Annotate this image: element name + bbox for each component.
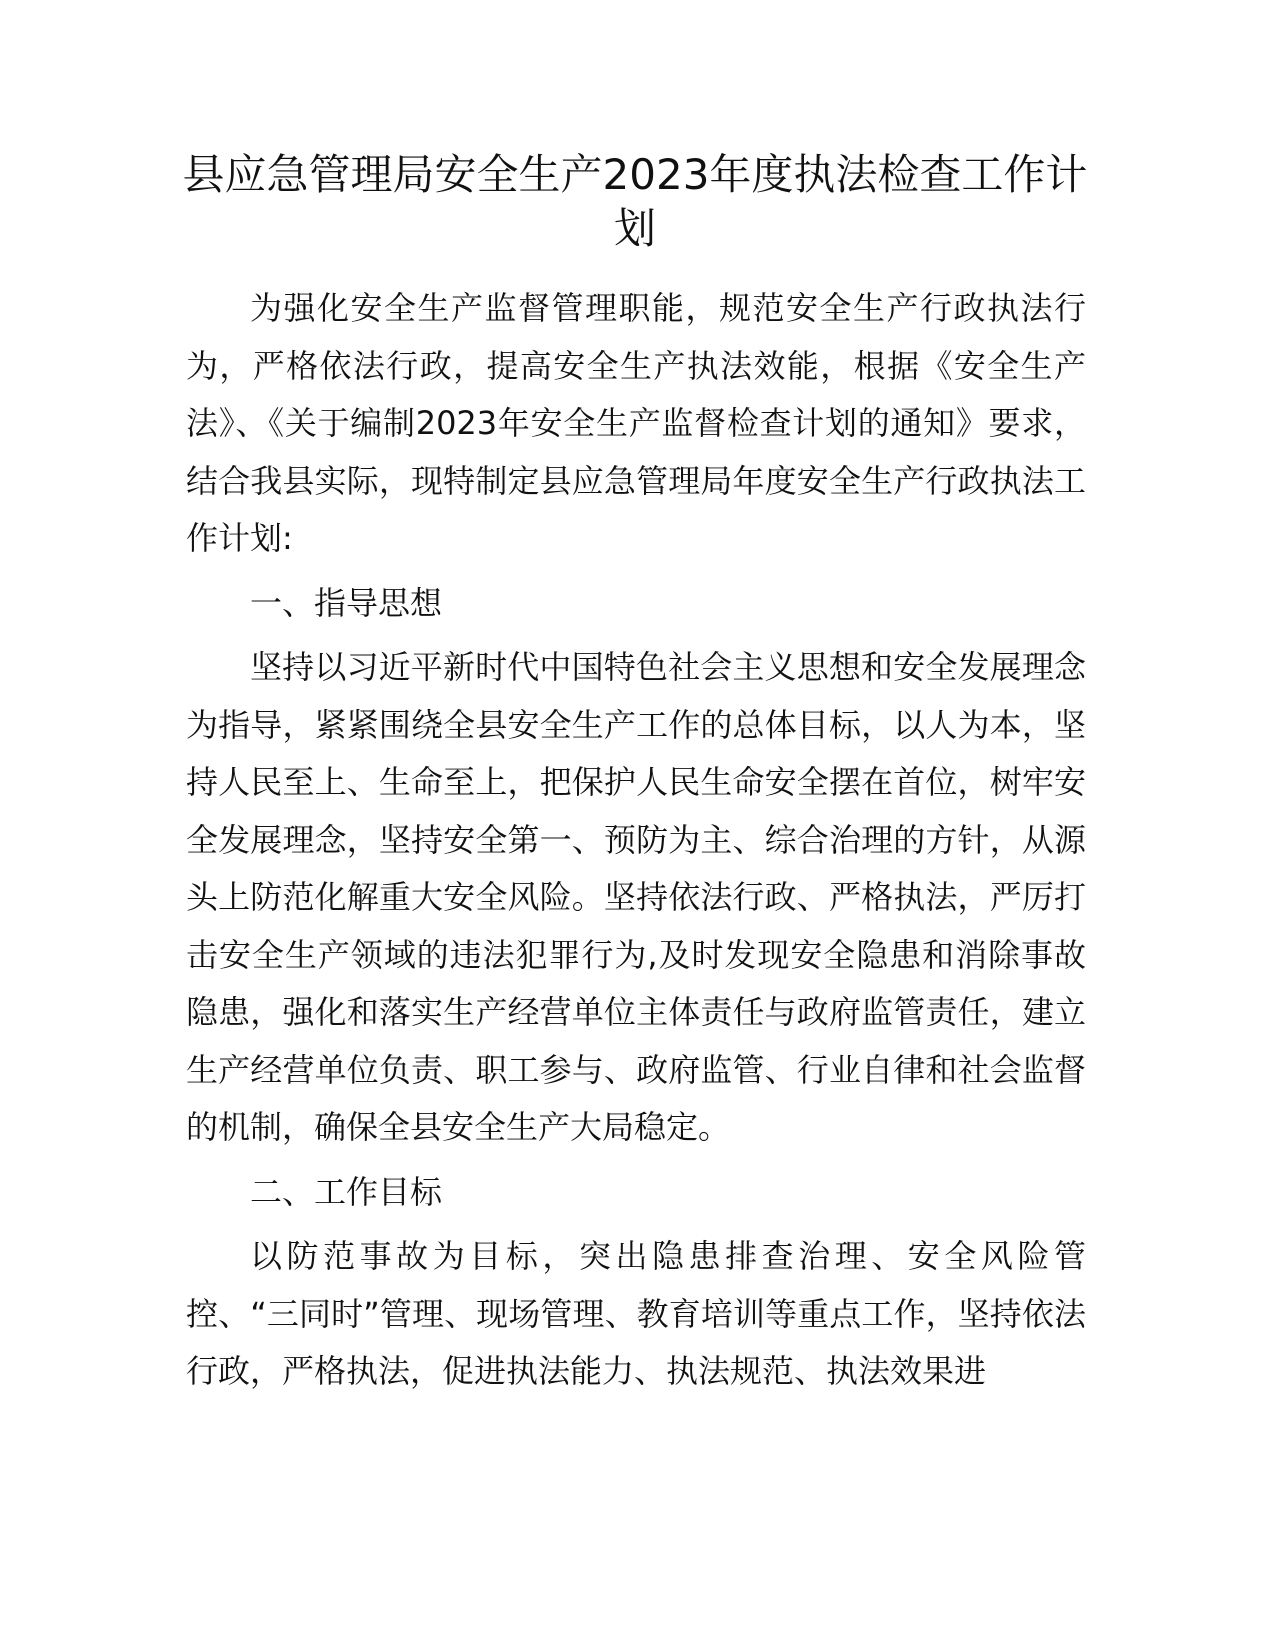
intro-paragraph: 为强化安全生产监督管理职能，规范安全生产行政执法行为，严格依法行政，提高安全生产执法效能，根据《安全生产法》、《关于编制2023年安全生产监督检查计划的通知》要求，结合我县实际，现特制定县应急管理局年度安全生产行政执法工作计划: — [186, 289, 1086, 557]
document-title: 县应急管理局安全生产2023年度执法检查工作计划 — [182, 150, 1088, 253]
section-heading-guiding-ideology: 一、指导思想 — [250, 583, 443, 622]
document-body — [186, 280, 1086, 1401]
work-goals-paragraph: 以防范事故为目标，突出隐患排查治理、安全风险管控、“三同时”管理、现场管理、教育培训等重点工作，坚持依法行政，严格执法，促进执法能力、执法规范、执法效果进 — [186, 1237, 1086, 1390]
section-heading-work-goals: 二、工作目标 — [250, 1172, 443, 1211]
guiding-ideology-paragraph: 坚持以习近平新时代中国特色社会主义思想和安全发展理念为指导，紧紧围绕全县安全生产工作的总体目标，以人为本，坚持人民至上、生命至上，把保护人民生命安全摆在首位，树牢安全发展理念，坚持安全第一、预防为主、综合治理的方针，从源头上防范化解重大安全风险。坚持依法行政、严格执法，严厉打击安全生产领域的违法犯罪行为,及时发现安全隐患和消除事故隐患，强化和落实生产经营单位主体责任与政府监管责任，建立生产经营单位负责、职工参与、政府监管、行业自律和社会监督的机制，确保全县安全生产大局稳定。 — [186, 648, 1086, 1146]
